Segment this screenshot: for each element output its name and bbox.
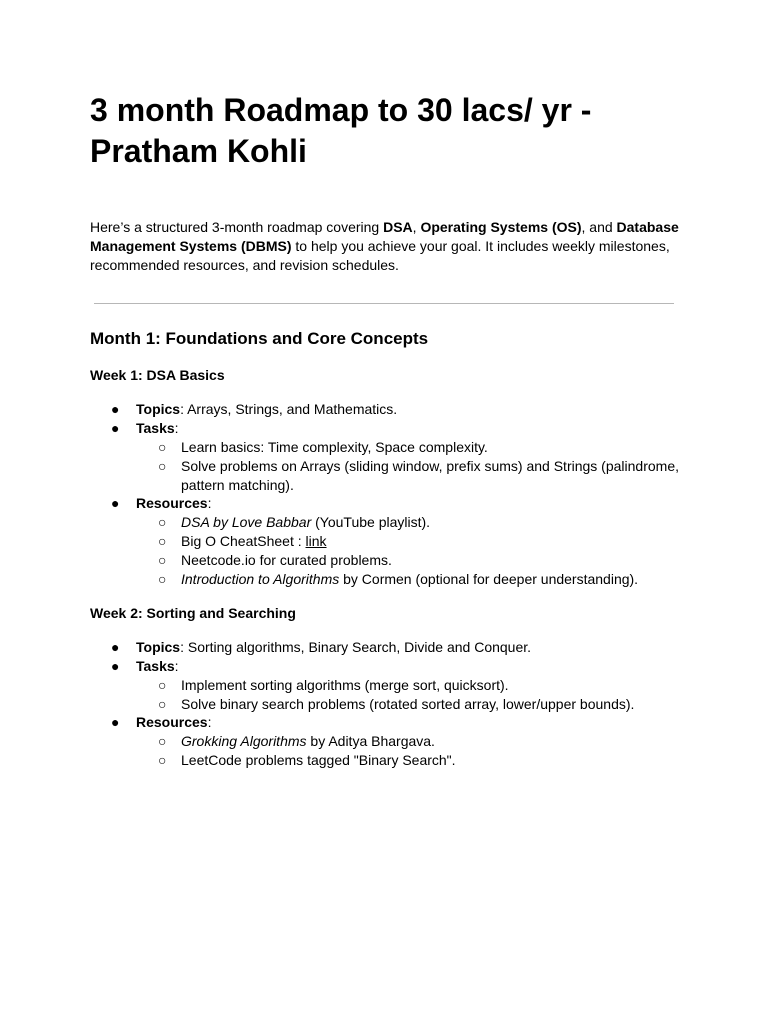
resource-text: by Cormen (optional for deeper understanding). — [339, 571, 639, 587]
week1-resource-item — [181, 570, 681, 589]
bullet-filled: ● — [111, 495, 120, 511]
topics-text: : Arrays, Strings, and Mathematics. — [180, 401, 398, 417]
tasks-colon: : — [174, 658, 179, 674]
week1-task-item: Solve problems on Arrays (sliding window, prefix sums) and Strings (palindrome, pattern matching). — [181, 458, 679, 493]
week2-task-item: Implement sorting algorithms (merge sort, quicksort). — [181, 677, 509, 693]
tasks-colon: : — [174, 420, 179, 436]
week1-resource-item — [181, 532, 681, 551]
week2-resource-item — [181, 732, 681, 751]
resources-colon: : — [207, 714, 212, 730]
bullet-hollow: ○ — [158, 677, 167, 693]
bullet-hollow: ○ — [158, 696, 167, 712]
intro-text: , — [412, 219, 421, 235]
resource-title: Grokking Algorithms — [181, 733, 307, 749]
intro-bold-dsa: DSA — [383, 219, 413, 235]
bullet-filled: ● — [111, 714, 120, 730]
week2-topics-item — [136, 638, 531, 657]
intro-paragraph — [90, 218, 690, 275]
bullet-hollow: ○ — [158, 439, 167, 455]
resource-title: Introduction to Algorithms — [181, 571, 340, 587]
week2-tasks-item — [136, 657, 179, 676]
bullet-filled: ● — [111, 639, 120, 655]
topics-label: Topics — [136, 639, 181, 655]
resource-title: DSA by Love Babbar — [181, 514, 312, 530]
topics-label: Topics — [136, 401, 181, 417]
week1-topics-item — [136, 400, 397, 419]
resource-text: (YouTube playlist). — [311, 514, 431, 530]
week1-heading: Week 1: DSA Basics — [90, 367, 225, 383]
bullet-filled: ● — [111, 420, 120, 436]
intro-text: , and — [581, 219, 617, 235]
week2-heading: Week 2: Sorting and Searching — [90, 605, 296, 621]
bullet-hollow: ○ — [158, 552, 167, 568]
intro-text: to help you achieve your goal. It includes weekly milestones, recommended resources, and revision schedules. — [90, 238, 670, 273]
resource-text: Big O CheatSheet : — [181, 533, 306, 549]
month1-heading: Month 1: Foundations and Core Concepts — [90, 329, 429, 348]
resources-label: Resources — [136, 714, 208, 730]
topics-text: : Sorting algorithms, Binary Search, Divide and Conquer. — [180, 639, 532, 655]
bullet-hollow: ○ — [158, 752, 167, 768]
week1-resource-item — [181, 513, 681, 532]
week2-resources-item — [136, 713, 211, 732]
intro-text: Here’s a structured 3-month roadmap covering — [90, 219, 384, 235]
week1-resource-item: Neetcode.io for curated problems. — [181, 552, 392, 568]
week1-resources-item — [136, 494, 211, 513]
week1-tasks-item — [136, 419, 179, 438]
bullet-hollow: ○ — [158, 571, 167, 587]
document-title: 3 month Roadmap to 30 lacs/ yr - Pratham Kohli — [90, 92, 592, 169]
resources-colon: : — [207, 495, 212, 511]
week2-resource-item: LeetCode problems tagged "Binary Search". — [181, 752, 456, 768]
bullet-hollow: ○ — [158, 514, 167, 530]
resources-label: Resources — [136, 495, 208, 511]
bullet-hollow: ○ — [158, 458, 167, 474]
intro-bold-dbms: Database Management Systems (DBMS) — [90, 219, 679, 254]
bullet-hollow: ○ — [158, 733, 167, 749]
intro-bold-os: Operating Systems (OS) — [420, 219, 582, 235]
week1-task-item: Learn basics: Time complexity, Space complexity. — [181, 439, 488, 455]
resource-text: by Aditya Bhargava. — [306, 733, 435, 749]
cheatsheet-link[interactable]: link — [305, 533, 327, 549]
week2-task-item: Solve binary search problems (rotated sorted array, lower/upper bounds). — [181, 696, 635, 712]
bullet-filled: ● — [111, 658, 120, 674]
bullet-filled: ● — [111, 401, 120, 417]
tasks-label: Tasks — [136, 658, 175, 674]
horizontal-divider — [94, 303, 674, 304]
bullet-hollow: ○ — [158, 533, 167, 549]
tasks-label: Tasks — [136, 420, 175, 436]
